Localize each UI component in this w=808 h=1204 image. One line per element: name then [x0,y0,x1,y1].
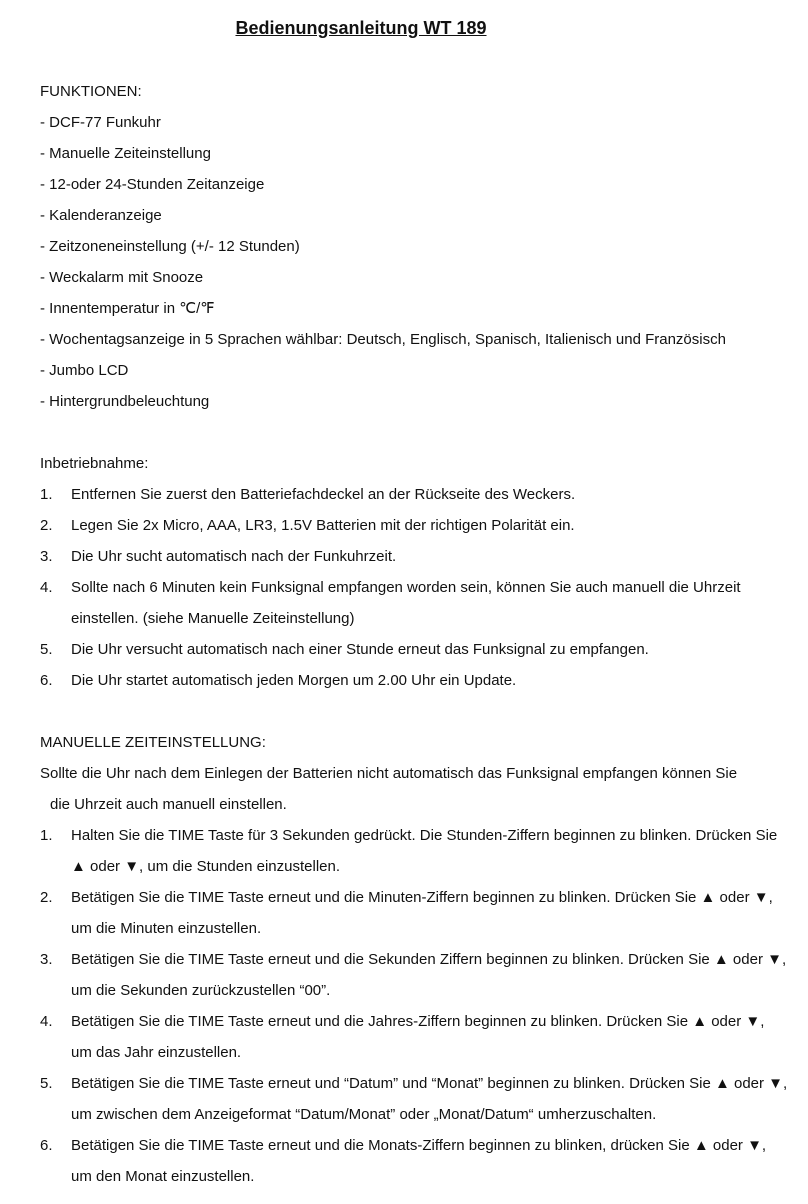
manuelle-intro-line1: Sollte die Uhr nach dem Einlegen der Batterien nicht automatisch das Funksignal empfangen können Sie [40,765,738,782]
step-text: Betätigen Sie die TIME Taste erneut und die Minuten-Ziffern beginnen zu blinken. Drücken Sie ▲ oder ▼, um die Minuten einzustellen. [71,889,773,937]
step-number: 2. [40,517,53,534]
step-number: 5. [40,1075,53,1092]
manuelle-section [40,727,788,1192]
feature-item: - Innentemperatur in ℃/℉ [40,300,215,317]
manuelle-list [40,820,788,1192]
manuelle-heading: MANUELLE ZEITEINSTELLUNG: [40,734,266,751]
inbetriebnahme-heading: Inbetriebnahme: [40,455,149,472]
step-item [40,1130,788,1192]
feature-item: - Hintergrundbeleuchtung [40,393,210,410]
step-number: 5. [40,641,53,658]
step-item [40,479,788,510]
step-number: 4. [40,579,53,596]
inbetriebnahme-section [40,448,788,696]
funktionen-section [40,76,788,417]
step-text: Die Uhr sucht automatisch nach der Funkuhrzeit. [71,548,397,565]
step-item [40,634,788,665]
step-number: 1. [40,486,53,503]
step-number: 1. [40,827,53,844]
feature-item: - Kalenderanzeige [40,207,162,224]
step-text: Die Uhr startet automatisch jeden Morgen um 2.00 Uhr ein Update. [71,672,517,689]
funktionen-heading: FUNKTIONEN: [40,83,142,100]
funktionen-list [40,107,788,417]
step-text: Betätigen Sie die TIME Taste erneut und die Sekunden Ziffern beginnen zu blinken. Drücken Sie ▲ oder ▼, um die Sekunden zurückzustellen “00”. [71,951,787,999]
step-item [40,882,788,944]
step-number: 4. [40,1013,53,1030]
document-title: Bedienungsanleitung WT 189 [235,18,487,38]
step-item [40,510,788,541]
step-item [40,572,788,634]
step-item [40,541,788,572]
feature-item: - DCF-77 Funkuhr [40,114,161,131]
feature-item: - Weckalarm mit Snooze [40,269,204,286]
step-item [40,1068,788,1130]
step-item [40,944,788,1006]
feature-item: - Jumbo LCD [40,362,129,379]
feature-item: - Wochentagsanzeige in 5 Sprachen wählbar: Deutsch, Englisch, Spanisch, Italienisch und Französisch [40,331,726,348]
inbetriebnahme-list [40,479,788,696]
feature-item: - 12-oder 24-Stunden Zeitanzeige [40,176,265,193]
manuelle-intro-line2: die Uhrzeit auch manuell einstellen. [50,796,287,813]
step-text: Die Uhr versucht automatisch nach einer Stunde erneut das Funksignal zu empfangen. [71,641,649,658]
step-text: Betätigen Sie die TIME Taste erneut und “Datum” und “Monat” beginnen zu blinken. Drücken Sie ▲ oder ▼, um zwischen dem Anzeigeformat “Datum/Monat” oder „Monat/Datum“ umherzuschalten. [71,1075,788,1123]
step-number: 3. [40,548,53,565]
step-text: Entfernen Sie zuerst den Batteriefachdeckel an der Rückseite des Weckers. [71,486,576,503]
step-number: 6. [40,1137,53,1154]
step-text: Sollte nach 6 Minuten kein Funksignal empfangen worden sein, können Sie auch manuell die Uhrzeit einstellen. (siehe Manuelle Zeiteinstellung) [71,579,741,627]
feature-item: - Zeitzoneneinstellung (+/- 12 Stunden) [40,238,300,255]
step-number: 3. [40,951,53,968]
step-item [40,820,788,882]
step-text: Halten Sie die TIME Taste für 3 Sekunden gedrückt. Die Stunden-Ziffern beginnen zu blinken. Drücken Sie ▲ oder ▼, um die Stunden einzustellen. [71,827,778,875]
step-text: Legen Sie 2x Micro, AAA, LR3, 1.5V Batterien mit der richtigen Polarität ein. [71,517,575,534]
feature-item: - Manuelle Zeiteinstellung [40,145,211,162]
step-number: 6. [40,672,53,689]
step-number: 2. [40,889,53,906]
step-item [40,1006,788,1068]
step-item [40,665,788,696]
step-text: Betätigen Sie die TIME Taste erneut und die Jahres-Ziffern beginnen zu blinken. Drücken Sie ▲ oder ▼, um das Jahr einzustellen. [71,1013,765,1061]
step-text: Betätigen Sie die TIME Taste erneut und die Monats-Ziffern beginnen zu blinken, drücken Sie ▲ oder ▼, um den Monat einzustellen. [71,1137,767,1185]
